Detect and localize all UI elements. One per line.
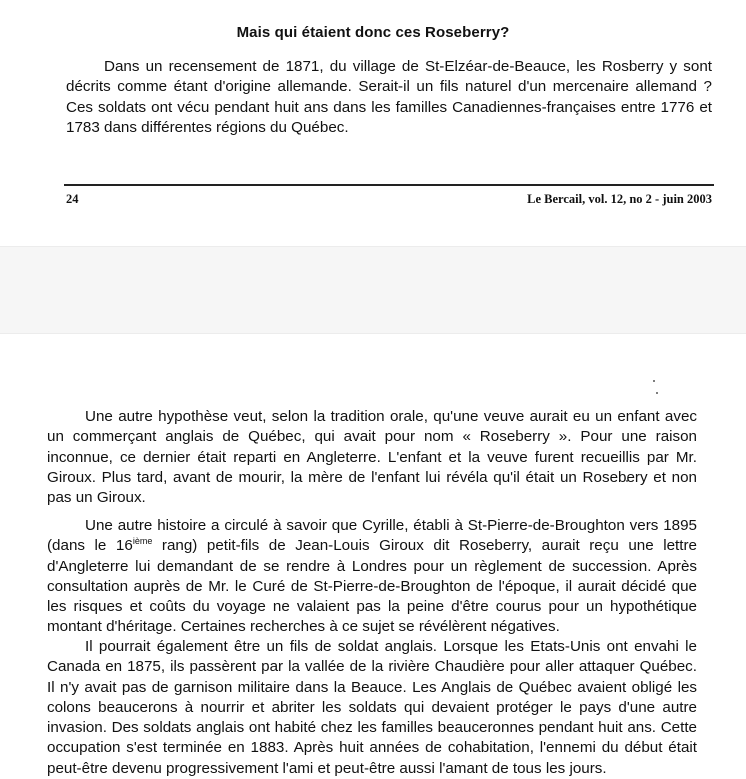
- top-page: [0, 0, 746, 245]
- footer-page-number: 24: [66, 192, 79, 206]
- article-title: Mais qui étaient donc ces Roseberry?: [236, 24, 510, 41]
- paragraph-cyrille-story: [47, 516, 697, 638]
- paragraph-text-start: Une autre histoire a circulé à savoir que Cyrille, établi à St-Pierre-de-Broughton vers 1895 (dans le 16: [47, 517, 697, 555]
- superscript-ordinal: ième: [132, 536, 153, 547]
- paragraph-text: Il pourrait également être un fils de soldat anglais. Lorsque les Etats-Unis ont envahi le Canada en 1875, ils passèrent par la vallée de la rivière Chaudière pour aller attaquer Québec. Il n'y avait pas de garnison militaire dans la Beauce. Les Anglais de Québec avaient obligé les colons beaucerons à nourrir et abriter les soldats qui devaient protéger le pays d'une autre invasion. Des soldats anglais ont habité chez les familles beauceronnes pendant huit ans. Cette occupation s'est terminée en 1883. Après huit années de cohabitation, l'ennemi du début était peut-être devenu progressivement l'ami et peut-être aussi l'amant de tous les jours.: [47, 638, 697, 777]
- footer-rule: [64, 184, 714, 186]
- paragraph-widow-hypothesis: [47, 407, 697, 508]
- paragraph-text: Une autre hypothèse veut, selon la tradition orale, qu'une veuve aurait eu un enfant avec un commerçant anglais de Québec, qui avait pour nom « Roseberry ». Pour une raison inconnue, ce dernier était reparti en Angleterre. L'enfant et la veuve furent recueillis par Mr. Giroux. Plus tard, avant de mourir, la mère de l'enfant lui révéla qu'il était un Rosebery et non pas un Giroux.: [47, 408, 697, 507]
- paragraph-text-end: rang) petit-fils de Jean-Louis Giroux dit Roseberry, aurait reçu une lettre d'Angleterre lui demandant de se rendre à Londres pour un règlement de succession. Après consultation auprès de Mr. le Curé de St-Pierre-de-Broughton de l'époque, il aurait décidé que les risques et coûts du voyage ne valaient pas la peine d'être courus pour un hypothétique montant d'héritage. Certaines recherches à ce sujet se révélèrent négatives.: [47, 537, 697, 636]
- intro-text: Dans un recensement de 1871, du village de St-Elzéar-de-Beauce, les Rosberry y sont décrits comme étant d'origine allemande. Serait-il un fils naturel d'un mercenaire allemand ? Ces soldats ont vécu pendant huit ans dans les familles Canadiennes-françaises entre 1776 et 1783 dans différentes régions du Québec.: [66, 58, 712, 136]
- scan-speck: [653, 380, 655, 382]
- scan-speck: [656, 392, 658, 394]
- page-gap: [0, 246, 746, 334]
- intro-paragraph: [66, 57, 712, 138]
- footer-publication: Le Bercail, vol. 12, no 2 - juin 2003: [527, 192, 712, 206]
- paragraph-english-soldier: [47, 637, 697, 779]
